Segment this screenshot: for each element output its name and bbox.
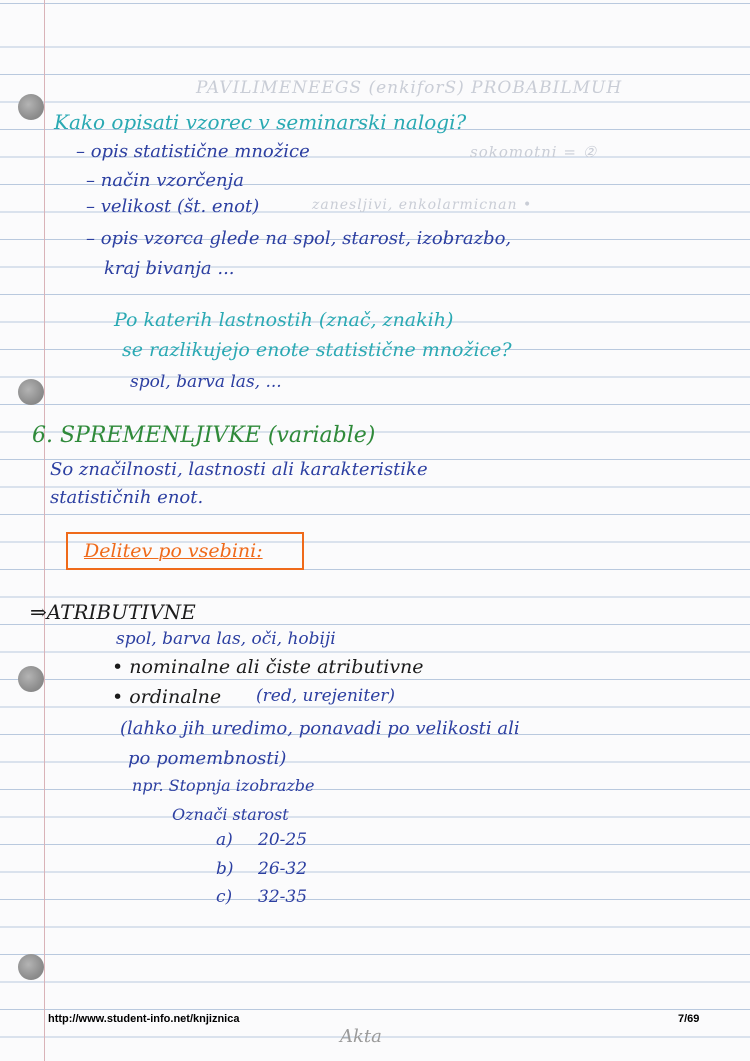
- option-label: b): [216, 859, 234, 879]
- faint-header-text: PAVILIMENEEGS (enkiforS) PROBABILMUH: [196, 78, 623, 98]
- option-label: c): [216, 887, 233, 907]
- subsection-heading: ⇒ATRIBUTIVNE: [30, 600, 196, 624]
- example-line: Označi starost: [172, 805, 289, 824]
- question-line: Po katerih lastnostih (znač, znakih): [114, 309, 454, 331]
- note-line: po pomembnosti): [128, 748, 287, 769]
- bullet-item: • ordinalne: [112, 686, 222, 708]
- option-label: a): [216, 830, 233, 850]
- option-value: 20-25: [258, 830, 308, 850]
- list-item: – velikost (št. enot): [86, 196, 260, 217]
- punch-hole: [18, 666, 44, 692]
- list-item-continuation: kraj bivanja ...: [104, 258, 235, 279]
- faint-side-note: sokomotni = ②: [470, 143, 598, 161]
- examples-line: spol, barva las, oči, hobiji: [116, 629, 336, 649]
- brand-logo: Akta: [340, 1026, 382, 1047]
- question-heading: Kako opisati vzorec v seminarski nalogi?: [54, 110, 467, 134]
- bullet-item: • nominalne ali čiste atributivne: [112, 656, 424, 678]
- punch-hole: [18, 379, 44, 405]
- list-item: – opis vzorca glede na spol, starost, izobrazbo,: [86, 228, 512, 249]
- list-item: – opis statistične množice: [76, 141, 310, 162]
- option-value: 32-35: [258, 887, 308, 907]
- boxed-heading: Delitev po vsebini:: [84, 540, 263, 562]
- question-line: se razlikujejo enote statistične množice?: [122, 339, 512, 361]
- footer-url: http://www.student-info.net/knjiznica: [48, 1013, 240, 1025]
- note-line: (lahko jih uredimo, ponavadi po velikosti ali: [120, 718, 520, 739]
- punch-hole: [18, 94, 44, 120]
- list-item: – način vzorčenja: [86, 170, 244, 191]
- answer-line: spol, barva las, ...: [130, 372, 282, 392]
- definition-line: So značilnosti, lastnosti ali karakteristike: [50, 459, 428, 480]
- example-line: npr. Stopnja izobrazbe: [132, 776, 315, 795]
- definition-line: statističnih enot.: [50, 487, 204, 508]
- option-value: 26-32: [258, 859, 308, 879]
- faint-side-note: zanesljivi, enkolarmicnan •: [312, 197, 533, 213]
- section-title: 6. SPREMENLJIVKE (variable): [32, 423, 376, 448]
- margin-line: [44, 0, 45, 1061]
- punch-hole: [18, 954, 44, 980]
- bullet-note: (red, urejeniter): [256, 686, 396, 706]
- page-number: 7/69: [678, 1013, 700, 1025]
